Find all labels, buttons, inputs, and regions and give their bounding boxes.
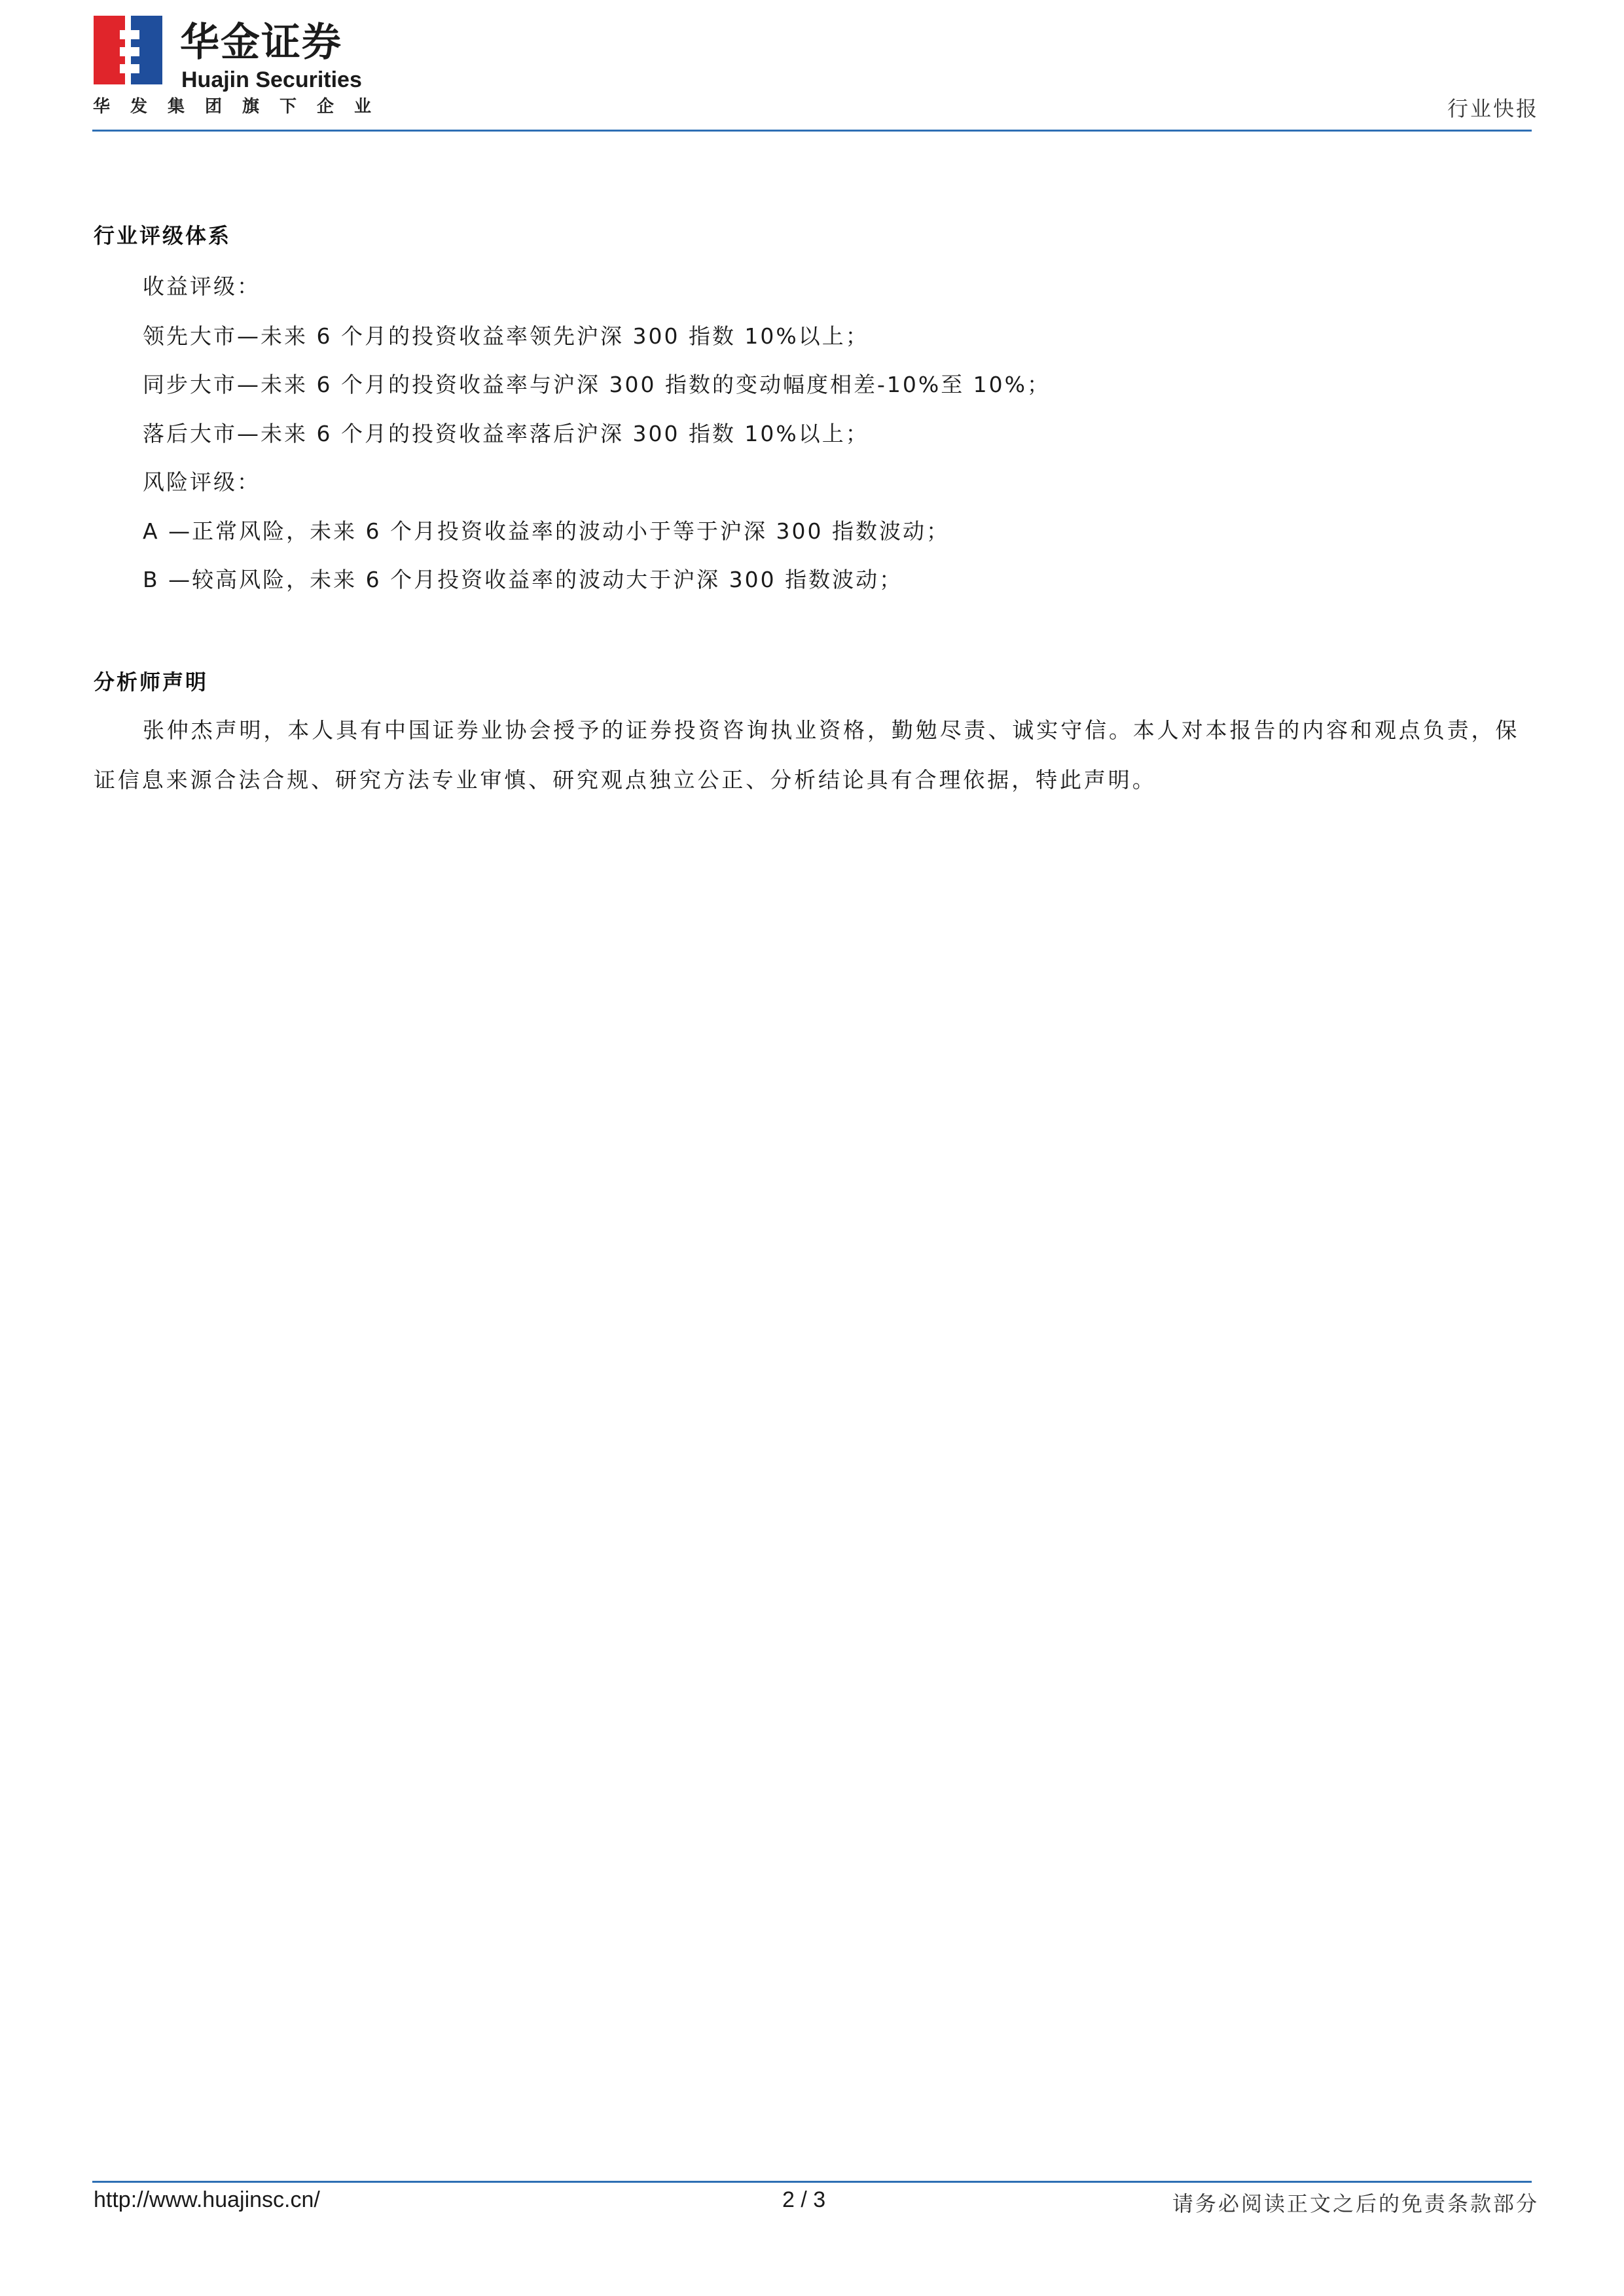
group-tagline: 华发集团旗下企业 <box>93 97 392 117</box>
disclaimer-note: 请务必阅读正文之后的免责条款部分 <box>1172 2191 1539 2216</box>
rating-section-title: 行业评级体系 <box>94 223 232 248</box>
page-number: 2 / 3 <box>782 2187 826 2212</box>
return-rating-item: 领先大市—未来 6 个月的投资收益率领先沪深 300 指数 10%以上； <box>143 323 869 349</box>
risk-rating-item: B —较高风险，未来 6 个月投资收益率的波动大于沪深 300 指数波动； <box>143 567 903 592</box>
return-rating-heading: 收益评级： <box>143 274 261 299</box>
risk-rating-heading: 风险评级： <box>143 469 261 495</box>
analyst-statement: 张仲杰声明，本人具有中国证券业协会授予的证券投资咨询执业资格，勤勉尽责、诚实守信。本人对本报告的内容和观点负责，保证信息来源合法合规、研究方法专业审慎、研究观点独立公正、分析结论具有合理依据，特此声明。 <box>94 717 1520 793</box>
logo-english-name: Huajin Securities <box>181 67 362 92</box>
footer-divider <box>92 2181 1532 2183</box>
return-rating-item: 落后大市—未来 6 个月的投资收益率落后沪深 300 指数 10%以上； <box>143 421 869 446</box>
analyst-section-title: 分析师声明 <box>94 670 209 694</box>
header-divider <box>92 130 1532 132</box>
return-rating-item: 同步大市—未来 6 个月的投资收益率与沪深 300 指数的变动幅度相差-10%至 10%； <box>143 372 1051 397</box>
document-type: 行业快报 <box>1447 96 1539 121</box>
risk-rating-item: A —正常风险，未来 6 个月投资收益率的波动小于等于沪深 300 指数波动； <box>143 518 950 544</box>
footer-website-link[interactable]: http://www.huajinsc.cn/ <box>94 2187 320 2212</box>
logo-chinese-name: 华金证券 <box>180 20 342 65</box>
huajin-logo-mark-icon <box>94 16 162 84</box>
huajin-logo <box>94 16 375 92</box>
